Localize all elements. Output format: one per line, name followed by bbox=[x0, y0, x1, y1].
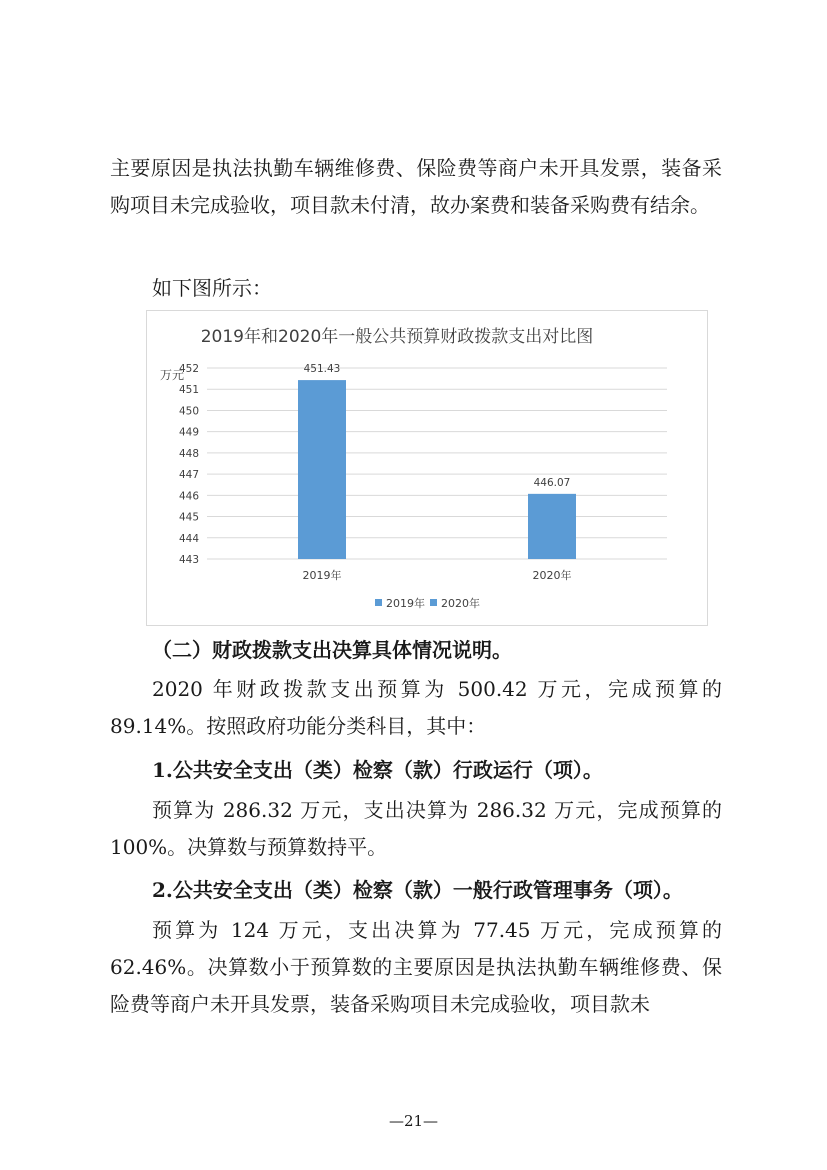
legend-label: 2019年 bbox=[386, 597, 425, 610]
y-tick-label: 446 bbox=[178, 490, 199, 503]
heading-item-2: 2.公共安全支出（类）检察（款）一般行政管理事务（项）。 bbox=[152, 878, 683, 902]
paragraph-item-2: 预算为 124 万元，支出决算为 77.45 万元，完成预算的 62.46%。决算数小于预算数的主要原因是执法执勤车辆维修费、保险费等商户未开具发票，装备采购项目未完成验收，项目款未 bbox=[110, 918, 722, 1016]
y-tick-label: 450 bbox=[178, 405, 199, 418]
data-label: 446.07 bbox=[533, 476, 571, 489]
legend-label: 2020年 bbox=[441, 597, 480, 610]
paragraph-reason: 主要原因是执法执勤车辆维修费、保险费等商户未开具发票，装备采购项目未完成验收，项目款未付清，故办案费和装备采购费有结余。 bbox=[110, 156, 722, 217]
y-tick-label: 445 bbox=[178, 511, 199, 524]
y-tick-label: 443 bbox=[178, 554, 199, 566]
page-number: —21— bbox=[388, 1112, 439, 1130]
y-tick-label: 444 bbox=[178, 532, 199, 545]
y-tick-label: 449 bbox=[178, 426, 199, 439]
x-tick-label: 2020年 bbox=[532, 569, 572, 582]
chart-title: 2019年和2020年一般公共预算财政拨款支出对比图 bbox=[200, 327, 594, 347]
bar bbox=[298, 380, 346, 559]
bar-chart-svg bbox=[147, 311, 707, 625]
bar bbox=[528, 494, 576, 559]
paragraph-budget: 2020 年财政拨款支出预算为 500.42 万元，完成预算的 89.14%。按照政府功能分类科目，其中： bbox=[110, 677, 722, 738]
y-tick-label: 447 bbox=[178, 469, 199, 482]
legend-swatch bbox=[375, 599, 382, 606]
y-tick-label: 451 bbox=[178, 384, 199, 397]
bar-chart bbox=[146, 310, 708, 626]
paragraph-intro: 如下图所示： bbox=[152, 276, 272, 300]
y-axis-label: 万元 bbox=[160, 368, 185, 382]
y-tick-label: 452 bbox=[178, 363, 199, 375]
heading-section-2: （二）财政拨款支出决算具体情况说明。 bbox=[152, 638, 512, 662]
y-tick-label: 448 bbox=[178, 447, 199, 460]
data-label: 451.43 bbox=[303, 363, 341, 376]
x-tick-label: 2019年 bbox=[302, 569, 342, 582]
paragraph-item-1: 预算为 286.32 万元，支出决算为 286.32 万元，完成预算的 100%。决算数与预算数持平。 bbox=[110, 798, 722, 859]
legend-swatch bbox=[430, 599, 437, 606]
heading-item-1: 1.公共安全支出（类）检察（款）行政运行（项）。 bbox=[152, 758, 603, 782]
